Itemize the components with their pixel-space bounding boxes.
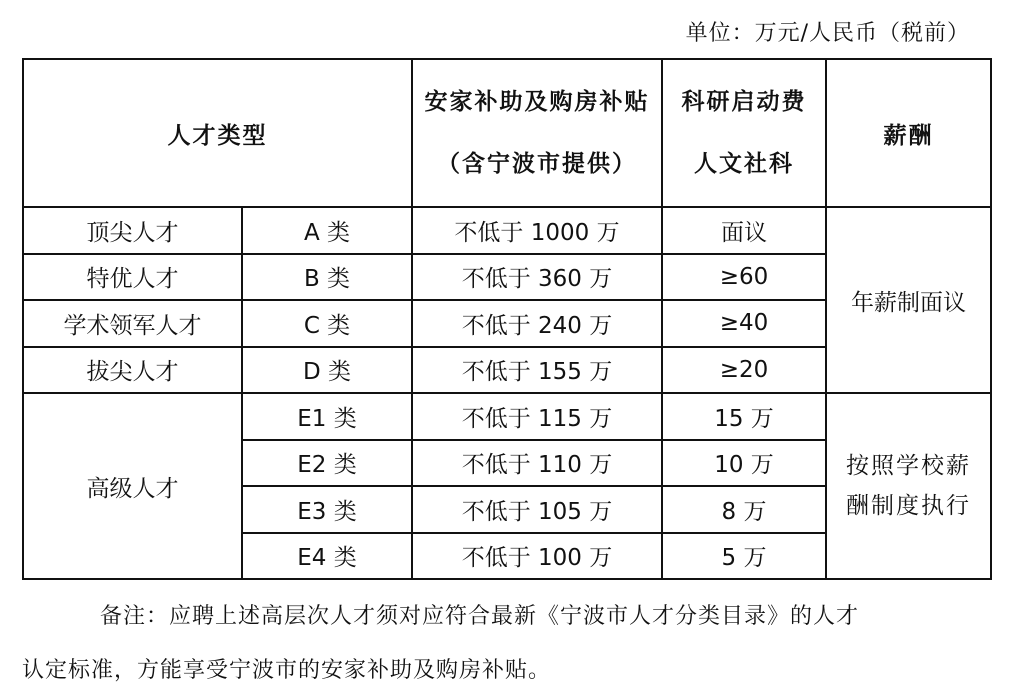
research-cell: 8 万 [662,486,826,533]
category-cell: E1 类 [242,393,412,440]
salary-school-policy-text: 按照学校薪酬制度执行 [846,453,971,519]
research-cell: ≥20 [662,347,826,394]
research-cell: 10 万 [662,440,826,487]
salary-cell-school-policy [826,393,991,579]
research-cell: 5 万 [662,533,826,580]
salary-cell-negotiable: 年薪制面议 [826,207,991,393]
research-cell: 15 万 [662,393,826,440]
footnote-line2: 认定标准，方能享受宁波市的安家补助及购房补贴。 [22,658,552,683]
category-cell: D 类 [242,347,412,394]
table-row [23,207,991,254]
talent-cell: 特优人才 [23,254,242,301]
header-salary: 薪酬 [826,59,991,207]
housing-cell: 不低于 155 万 [412,347,662,394]
category-cell: E3 类 [242,486,412,533]
header-research-line2: 人文社科 [694,151,794,177]
talent-cell: 学术领军人才 [23,300,242,347]
talent-cell: 顶尖人才 [23,207,242,254]
housing-cell: 不低于 105 万 [412,486,662,533]
housing-cell: 不低于 100 万 [412,533,662,580]
category-cell: A 类 [242,207,412,254]
unit-label: 单位：万元/人民币（税前） [685,21,970,46]
research-cell: ≥60 [662,254,826,301]
header-research-line1: 科研启动费 [681,89,807,115]
category-cell: E2 类 [242,440,412,487]
housing-cell: 不低于 110 万 [412,440,662,487]
housing-cell: 不低于 360 万 [412,254,662,301]
talent-cell: 高级人才 [23,393,242,579]
category-cell: B 类 [242,254,412,301]
header-housing-line2: （含宁波市提供） [437,151,637,177]
category-cell: C 类 [242,300,412,347]
category-cell: E4 类 [242,533,412,580]
talent-table [22,58,992,580]
footnote [22,590,982,698]
table-header-row [23,59,991,207]
header-talent-type: 人才类型 [23,59,412,207]
header-housing [412,59,662,207]
research-cell: ≥40 [662,300,826,347]
research-cell: 面议 [662,207,826,254]
housing-cell: 不低于 240 万 [412,300,662,347]
header-research [662,59,826,207]
housing-cell: 不低于 1000 万 [412,207,662,254]
talent-cell: 拔尖人才 [23,347,242,394]
housing-cell: 不低于 115 万 [412,393,662,440]
table-row [23,393,991,440]
header-housing-line1: 安家补助及购房补贴 [424,89,650,115]
footnote-line1: 备注：应聘上述高层次人才须对应符合最新《宁波市人才分类目录》的人才 [100,604,860,629]
